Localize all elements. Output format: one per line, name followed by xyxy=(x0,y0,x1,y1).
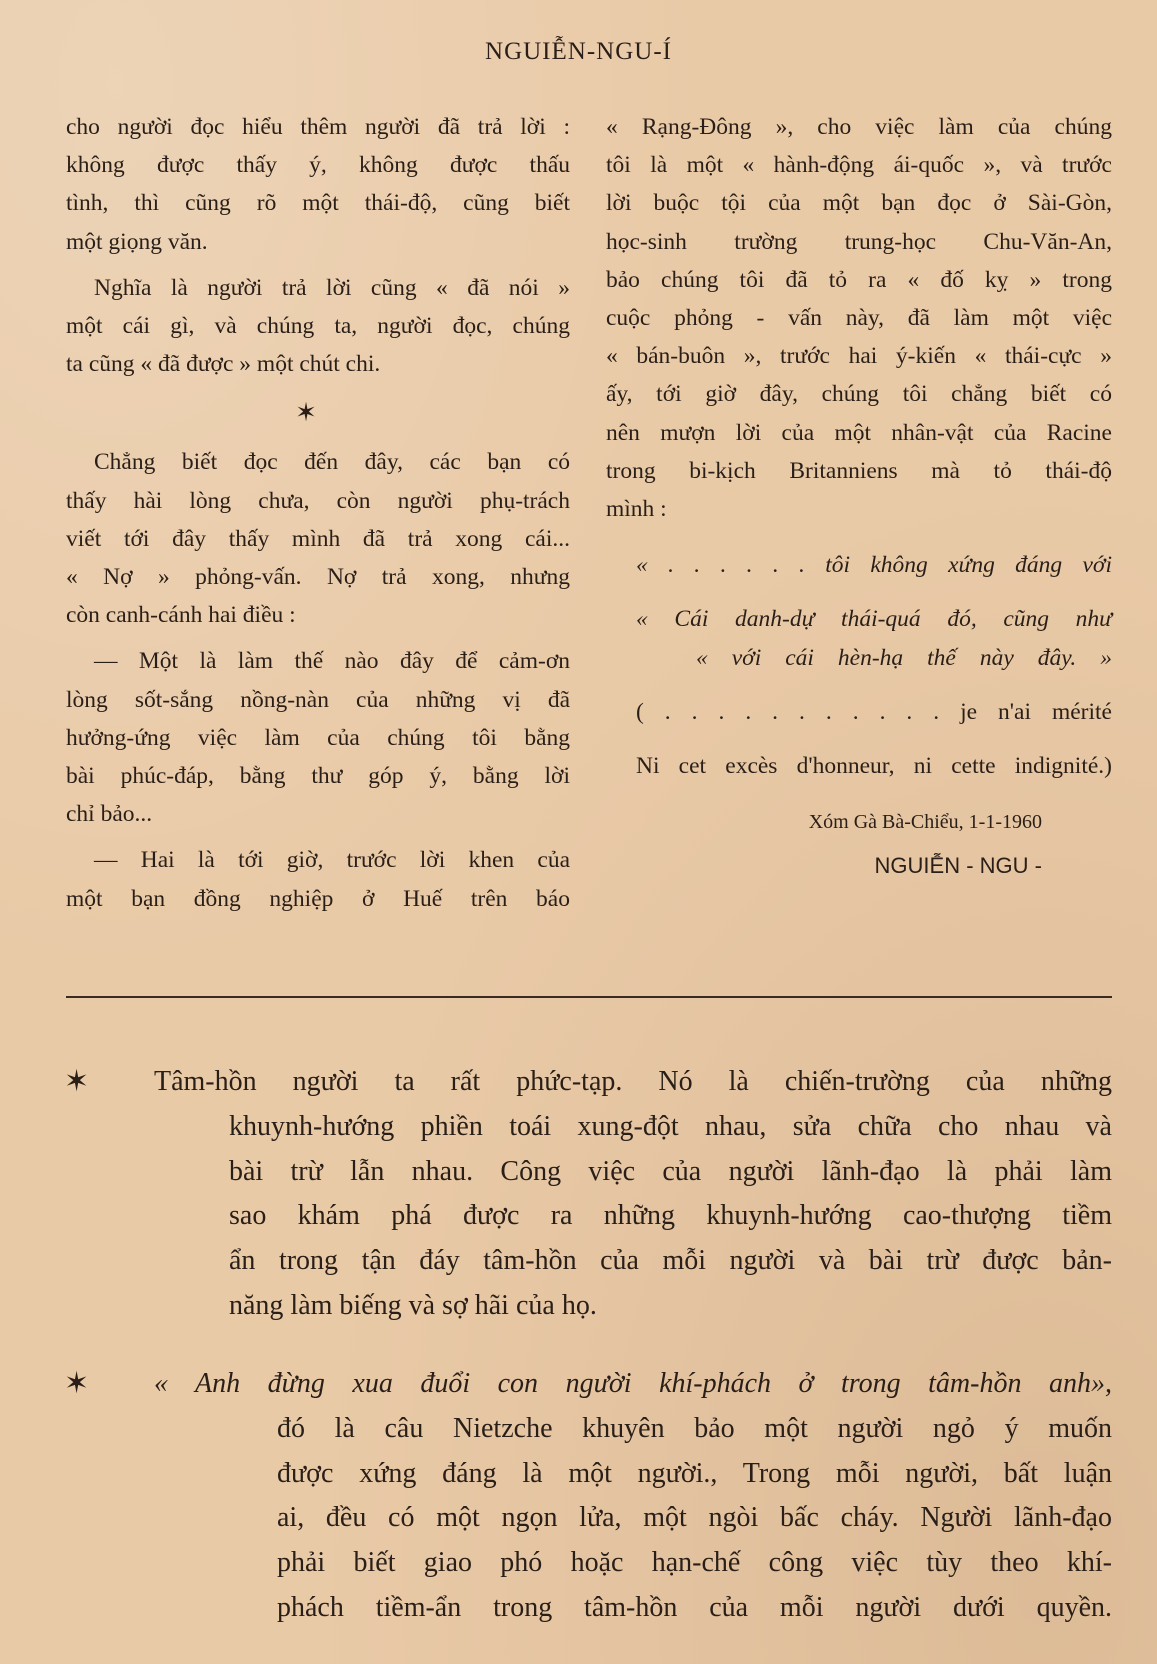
french-quote-line: ( . . . . . . . . . . . je n'ai mérité xyxy=(636,698,1112,725)
star-bullet-icon: ✶ xyxy=(64,1367,90,1400)
text-line: không được thấy ý, không được thấu xyxy=(66,152,570,179)
text-line: hưởng-ứng việc làm của chúng tôi bằng xyxy=(66,724,570,751)
text-line: Tâm-hồn người ta rất phức-tạp. Nó là chiến-trường của những xyxy=(154,1066,1112,1097)
text-line: Nghĩa là người trả lời cũng « đã nói » xyxy=(94,274,570,301)
text-line: khuynh-hướng phiền toái xung-đột nhau, sửa chữa cho nhau và xyxy=(229,1110,1112,1142)
text-line: nên mượn lời của một nhân-vật của Racine xyxy=(606,419,1112,446)
text-line: năng làm biếng và sợ hãi của họ. xyxy=(229,1289,597,1321)
text-line: một giọng văn. xyxy=(66,228,208,255)
horizontal-divider xyxy=(66,996,1112,998)
text-line: phách tiềm-ẩn trong tâm-hồn của mỗi người dưới quyền. xyxy=(277,1591,1112,1623)
page-header: NGUIỄN-NGU-Í xyxy=(485,38,672,65)
text-line: ai, đều có một ngọn lửa, một ngòi bấc cháy. Người lãnh-đạo xyxy=(277,1502,1112,1534)
italic-quote-line: « Anh đừng xua đuổi con người khí-phách ở trong tâm-hồn anh», xyxy=(154,1368,1112,1399)
text-line: ấy, tới giờ đây, chúng tôi chẳng biết có xyxy=(606,381,1112,408)
text-line: — Một là làm thế nào đây để cảm-ơn xyxy=(94,648,570,675)
text-line: cuộc phỏng - vấn này, đã làm một việc xyxy=(606,305,1112,332)
french-quote-line: Ni cet excès d'honneur, ni cette indignité.) xyxy=(636,753,1112,780)
text-line: đó là câu Nietzche khuyên bảo một người ngỏ ý muốn xyxy=(277,1412,1112,1444)
text-line: còn canh-cánh hai điều : xyxy=(66,602,296,629)
text-line: cho người đọc hiểu thêm người đã trả lời : xyxy=(66,114,570,140)
quote-line: « với cái hèn-hạ thế này đây. » xyxy=(696,644,1112,671)
star-bullet-icon: ✶ xyxy=(64,1065,90,1098)
text-line: mình : xyxy=(606,496,667,523)
quote-block-1 xyxy=(64,1060,1112,1329)
text-line: ta cũng « đã được » một chút chi. xyxy=(66,351,381,378)
quote-line: « . . . . . . tôi không xứng đáng với xyxy=(636,552,1112,579)
text-line: tình, thì cũng rõ một thái-độ, cũng biết xyxy=(66,190,570,217)
signature-name: NGUIỄN - NGU - xyxy=(874,853,1042,879)
text-line: « Rạng-Đông », cho việc làm của chúng xyxy=(606,114,1112,140)
text-line: bài phúc-đáp, bằng thư góp ý, bằng lời xyxy=(66,763,570,790)
text-line: viết tới đây thấy mình đã trả xong cái... xyxy=(66,525,570,552)
quote-line: « Cái danh-dự thái-quá đó, cũng như xyxy=(636,606,1112,633)
text-line: Chẳng biết đọc đến đây, các bạn có xyxy=(94,449,570,476)
text-line: « bán-buôn », trước hai ý-kiến « thái-cực » xyxy=(606,343,1112,370)
text-line: « Nợ » phỏng-vấn. Nợ trả xong, nhưng xyxy=(66,564,570,591)
text-line: — Hai là tới giờ, trước lời khen của xyxy=(94,847,570,874)
text-line: học-sinh trường trung-học Chu-Văn-An, xyxy=(606,228,1112,255)
text-line: lời buộc tội của một bạn đọc ở Sài-Gòn, xyxy=(606,190,1112,217)
text-line: bài trừ lẫn nhau. Công việc của người lãnh-đạo là phải làm xyxy=(229,1155,1112,1187)
signature-date: Xóm Gà Bà-Chiểu, 1-1-1960 xyxy=(808,811,1042,834)
text-line: được xứng đáng là một người., Trong mỗi người, bất luận xyxy=(277,1457,1112,1489)
star-separator-icon: ✶ xyxy=(295,398,317,428)
text-line: bảo chúng tôi đã tỏ ra « đố kỵ » trong xyxy=(606,266,1112,293)
text-line: lòng sốt-sắng nồng-nàn của những vị đã xyxy=(66,686,570,713)
text-line: một cái gì, và chúng ta, người đọc, chúng xyxy=(66,313,570,340)
text-line: chỉ bảo... xyxy=(66,801,153,828)
left-column xyxy=(66,108,570,918)
text-line: một bạn đồng nghiệp ở Huế trên báo xyxy=(66,885,570,912)
text-line: trong bi-kịch Britanniens mà tỏ thái-độ xyxy=(606,457,1112,484)
text-line: tôi là một « hành-động ái-quốc », và trước xyxy=(606,152,1112,179)
right-column xyxy=(606,108,1112,886)
text-line: ẩn trong tận đáy tâm-hồn của mỗi người và bài trừ được bản- xyxy=(229,1245,1112,1277)
quote-block-2 xyxy=(64,1362,1112,1631)
text-line: sao khám phá được ra những khuynh-hướng cao-thượng tiềm xyxy=(229,1200,1112,1232)
text-line: phải biết giao phó hoặc hạn-chế công việc tùy theo khí- xyxy=(277,1547,1112,1579)
text-line: thấy hài lòng chưa, còn người phụ-trách xyxy=(66,487,570,514)
